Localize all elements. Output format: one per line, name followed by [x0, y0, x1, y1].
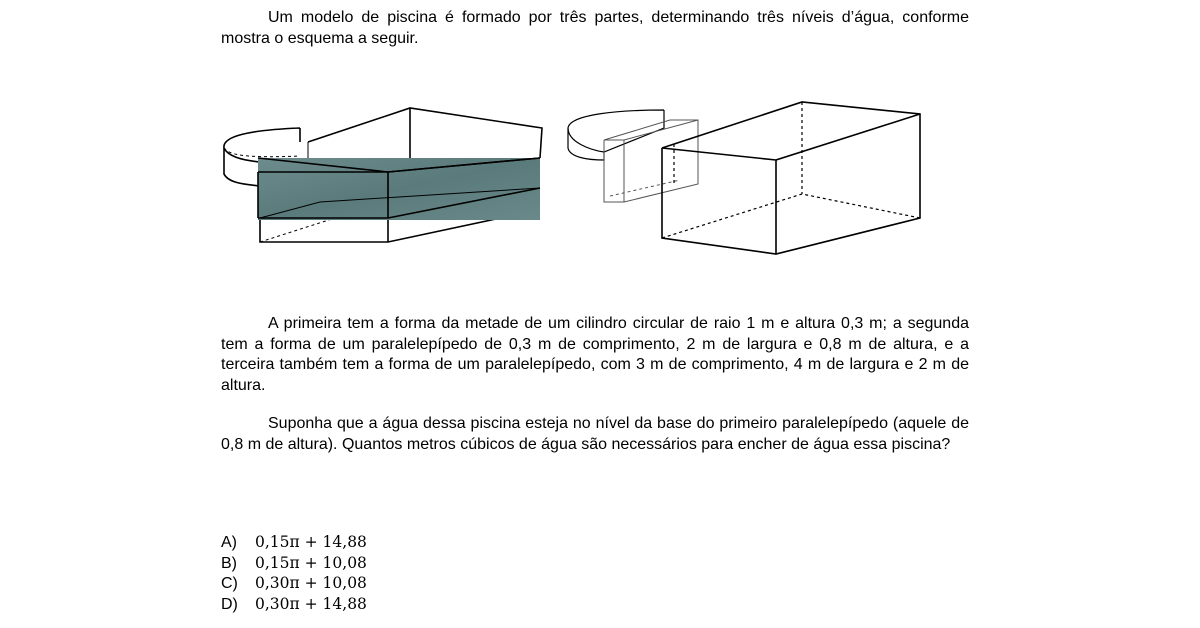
- option-letter: C): [221, 575, 238, 592]
- empty-pool-figure: [568, 102, 920, 254]
- option-a[interactable]: [221, 532, 367, 553]
- big-box-edges: [308, 108, 542, 158]
- pool-diagram: [220, 98, 940, 268]
- option-letter: D): [221, 595, 238, 613]
- option-c[interactable]: [221, 573, 367, 594]
- large-box-edges: [662, 102, 920, 254]
- option-d[interactable]: [221, 594, 367, 615]
- option-value: 0,15π + 14,88: [255, 533, 367, 551]
- option-value: 0,30π + 14,88: [255, 594, 367, 613]
- question-text: Suponha que a água dessa piscina esteja no nível da base do primeiro paralelepípedo (aquele de 0,8 m de altura). Quantos metros cúbicos de água são necessários para encher de água essa piscina?: [221, 415, 969, 453]
- option-letter: B): [221, 554, 237, 572]
- option-letter: A): [221, 534, 237, 551]
- answer-options: [221, 532, 367, 614]
- option-b[interactable]: [221, 553, 367, 574]
- intro-text: Um modelo de piscina é formado por três partes, determinando três níveis d’água, conforme mostra o esquema a seguir.: [221, 9, 969, 47]
- description-text: A primeira tem a forma da metade de um cilindro circular de raio 1 m e altura 0,3 m; a segunda tem a forma de um paralelepípedo de 0,3 m de comprimento, 2 m de largura e 0,8 m de altura, e a terceira também tem a forma de um paralelepípedo, com 3 m de comprimento, 4 m de largura e 2 m de altura.: [221, 315, 969, 394]
- option-value: 0,15π + 10,08: [255, 553, 367, 572]
- water-block: [258, 158, 540, 220]
- question-paragraph: [221, 414, 969, 455]
- intro-paragraph: [221, 8, 969, 49]
- description-paragraph: [221, 314, 969, 396]
- option-value: 0,30π + 10,08: [255, 574, 367, 592]
